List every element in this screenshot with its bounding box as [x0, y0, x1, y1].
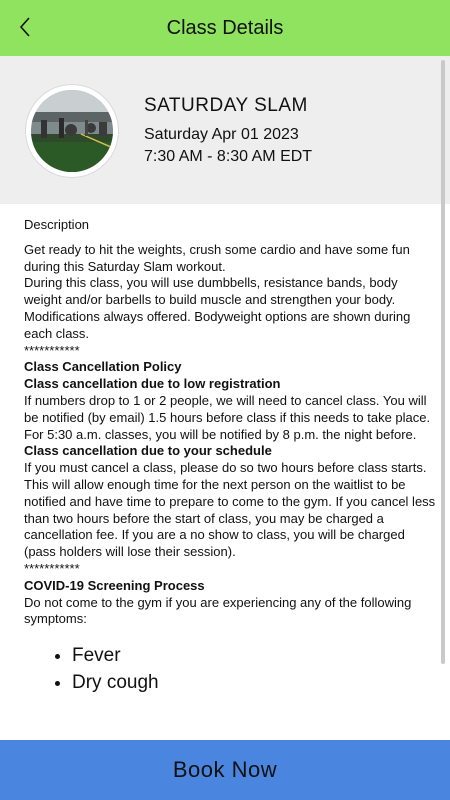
class-image — [25, 84, 119, 178]
book-now-button[interactable] — [0, 740, 450, 800]
policy-heading: Class Cancellation Policy — [24, 359, 182, 375]
gym-photo — [31, 90, 113, 172]
back-button[interactable] — [10, 10, 40, 44]
covid-text: Do not come to the gym if you are experiencing any of the following symptoms: — [24, 594, 412, 627]
class-time: 7:30 AM - 8:30 AM EDT — [144, 148, 313, 165]
list-item: • Dry cough — [72, 669, 436, 696]
covid-heading: COVID-19 Screening Process — [24, 577, 205, 593]
class-name: SATURDAY SLAM — [144, 95, 308, 116]
page-title: Class Details — [166, 16, 284, 39]
chevron-left-icon — [17, 15, 33, 39]
symptom-list — [24, 642, 436, 696]
description-intro: Get ready to hit the weights, crush some cardio and have some fun during this Saturday Slam workout. — [24, 241, 410, 274]
scrollbar[interactable] — [441, 60, 445, 664]
book-now-label: Book Now — [172, 757, 278, 782]
list-item: • Fever — [72, 642, 436, 669]
schedule-text: If you must cancel a class, please do so two hours before class starts. This will allow enough time for the next person on the waitlist to be notified and have time to prepare to come to the gym. If you cancel less than two hours before the start of class, you may be charged a cancellation fee. If you are a no show to class, you will be charged (pass holders will lose their session). — [24, 460, 436, 560]
low-registration-text: If numbers drop to 1 or 2 people, we will need to cancel class. You will be notified (by email) 1.5 hours before class if this needs to take place. For 5:30 a.m. classes, you will be notified by 8 p.m. the night before. — [24, 392, 431, 442]
class-date: Saturday Apr 01 2023 — [144, 126, 299, 143]
description-heading: Description — [24, 217, 90, 232]
separator: *********** — [24, 342, 80, 358]
description-details: During this class, you will use dumbbells, resistance bands, body weight and/or barbells to build muscle and strengthen your body. Modifications always offered. Bodyweight options are shown during each class. — [24, 275, 411, 341]
header-bar — [0, 0, 450, 56]
class-description — [24, 217, 436, 740]
class-summary — [0, 56, 450, 204]
schedule-heading: Class cancellation due to your schedule — [24, 443, 272, 459]
low-registration-heading: Class cancellation due to low registration — [24, 376, 281, 392]
separator: *********** — [24, 560, 80, 576]
